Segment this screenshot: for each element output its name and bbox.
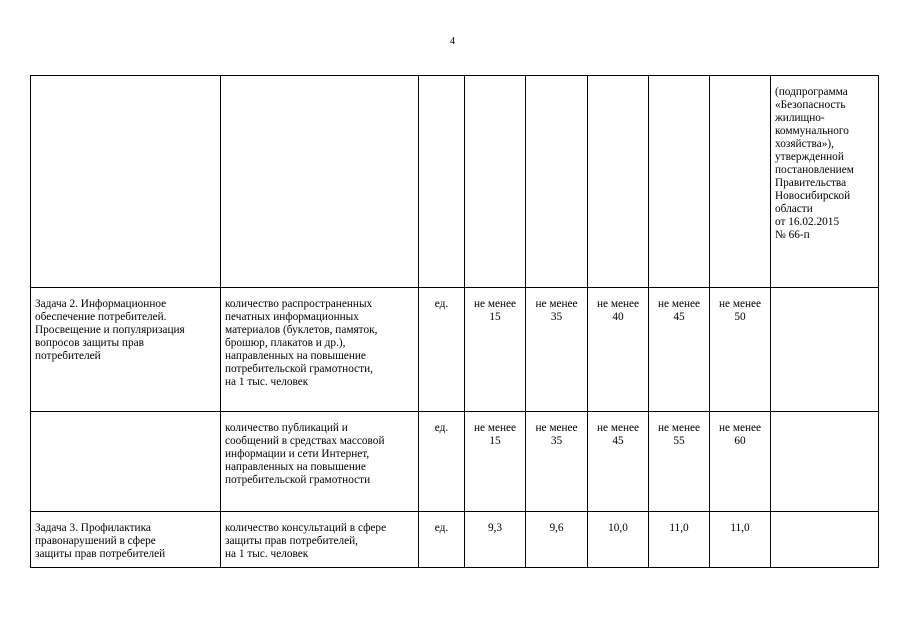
indicator-line: количество распространенных — [225, 298, 373, 310]
indicator-line: печатных информационных — [225, 311, 359, 323]
value-cell: 9,3 — [465, 512, 526, 568]
note-line: Правительства — [775, 177, 847, 189]
value-cell — [526, 288, 588, 412]
task-cell — [31, 288, 221, 412]
value-cell — [465, 76, 526, 288]
value-cell — [588, 288, 649, 412]
value-cell — [526, 76, 588, 288]
value-qualifier: не менее — [596, 298, 640, 310]
indicator-line: сообщений в средствах массовой — [225, 435, 385, 447]
task-line: Просвещение и популяризация — [35, 324, 185, 336]
task-cell — [31, 76, 221, 288]
note-line: постановлением — [775, 164, 854, 176]
indicator-line: на 1 тыс. человек — [225, 376, 309, 388]
note-line: Новосибирской — [775, 190, 851, 202]
value-cell — [710, 412, 771, 512]
value-cell — [526, 412, 588, 512]
note-line: от 16.02.2015 — [775, 216, 840, 228]
value-number: 45 — [612, 435, 624, 447]
indicator-line: направленных на повышение — [225, 461, 366, 473]
value-cell — [649, 288, 710, 412]
task-line: правонарушений в сфере — [35, 535, 156, 547]
value-number: 60 — [734, 435, 746, 447]
value-cell — [465, 288, 526, 412]
unit-cell: ед. — [419, 512, 465, 568]
value-qualifier: не менее — [473, 298, 517, 310]
value-qualifier: не менее — [657, 298, 701, 310]
unit-cell: ед. — [419, 288, 465, 412]
value-cell — [588, 412, 649, 512]
value-cell — [710, 76, 771, 288]
note-line: № 66-п — [775, 229, 810, 241]
value-qualifier: не менее — [473, 422, 517, 434]
note-cell — [771, 512, 879, 568]
task-line: обеспечение потребителей. — [35, 311, 167, 323]
value-qualifier: не менее — [535, 298, 578, 310]
indicator-cell — [221, 512, 419, 568]
indicator-line: на 1 тыс. человек — [225, 548, 309, 560]
value-number: 35 — [550, 311, 563, 323]
table-row — [31, 512, 879, 568]
value-number: 50 — [734, 311, 746, 323]
note-line: «Безопасность — [775, 99, 846, 111]
value-cell: 10,0 — [588, 512, 649, 568]
value-number: 55 — [673, 435, 685, 447]
task-cell — [31, 512, 221, 568]
task-line: вопросов защиты прав — [35, 337, 144, 349]
value-number: 35 — [550, 435, 563, 447]
note-cell — [771, 76, 879, 288]
indicator-line: направленных на повышение — [225, 350, 366, 362]
value-cell — [465, 412, 526, 512]
indicator-cell — [221, 412, 419, 512]
task-cell — [31, 412, 221, 512]
unit-cell — [419, 76, 465, 288]
task-line: Задача 3. Профилактика — [35, 522, 151, 534]
value-qualifier: не менее — [718, 422, 762, 434]
value-cell — [649, 76, 710, 288]
note-cell — [771, 412, 879, 512]
value-number: 45 — [673, 311, 685, 323]
indicators-table — [30, 75, 879, 568]
indicator-line: потребительской грамотности — [225, 474, 371, 486]
value-number: 15 — [489, 311, 501, 323]
indicator-line: количество консультаций в сфере — [225, 522, 387, 534]
value-cell: 9,6 — [526, 512, 588, 568]
task-line: Задача 2. Информационное — [35, 298, 167, 310]
value-cell — [588, 76, 649, 288]
indicator-line: информации и сети Интернет, — [225, 448, 370, 460]
page-number: 4 — [450, 36, 455, 47]
indicator-line: количество публикаций и — [225, 422, 348, 434]
indicator-line: защиты прав потребителей, — [225, 535, 358, 547]
indicator-line: брошюр, плакатов и др.), — [225, 337, 346, 349]
note-cell — [771, 288, 879, 412]
unit-cell: ед. — [419, 412, 465, 512]
indicator-line: материалов (буклетов, памяток, — [225, 324, 378, 336]
table-row — [31, 76, 879, 288]
indicator-cell — [221, 76, 419, 288]
value-qualifier: не менее — [718, 298, 762, 310]
value-qualifier: не менее — [535, 422, 578, 434]
note-line: хозяйства»), — [775, 138, 834, 150]
note-line: коммунального — [775, 125, 849, 137]
indicator-line: потребительской грамотности, — [225, 363, 373, 375]
value-cell: 11,0 — [710, 512, 771, 568]
value-number: 15 — [489, 435, 501, 447]
note-line: области — [775, 203, 813, 215]
value-qualifier: не менее — [596, 422, 640, 434]
indicator-cell — [221, 288, 419, 412]
note-line: жилищно- — [775, 112, 825, 124]
note-line: (подпрограмма — [775, 86, 848, 98]
value-cell: 11,0 — [649, 512, 710, 568]
task-line: защиты прав потребителей — [35, 548, 166, 560]
task-line: потребителей — [35, 350, 101, 362]
table-row — [31, 288, 879, 412]
value-cell — [649, 412, 710, 512]
table-row — [31, 412, 879, 512]
value-cell — [710, 288, 771, 412]
value-number: 40 — [612, 311, 624, 323]
value-qualifier: не менее — [657, 422, 701, 434]
note-line: утвержденной — [775, 151, 844, 163]
